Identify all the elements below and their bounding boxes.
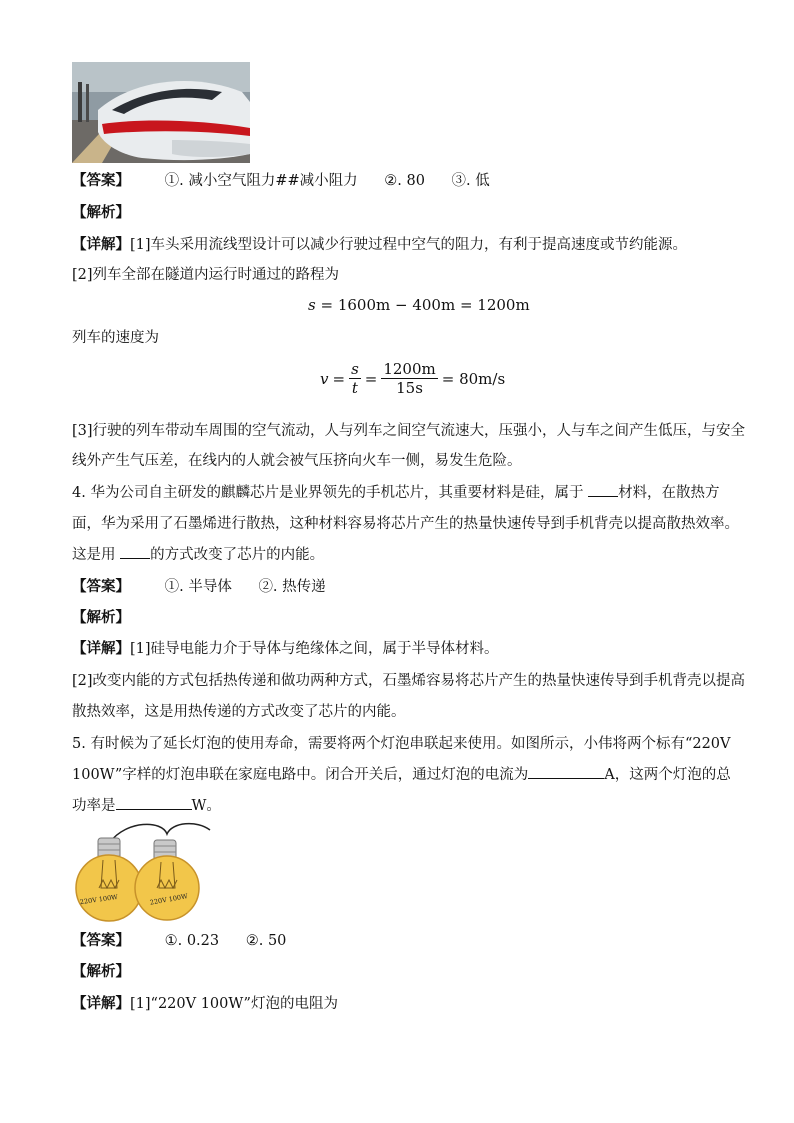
q5-stem-line3 bbox=[72, 795, 722, 817]
q5-text: 100W”字样的灯泡串联在家庭电路中。闭合开关后，通过灯泡的电流为 bbox=[72, 767, 529, 783]
answer-option-1: ①. 0.23 bbox=[164, 933, 220, 949]
q3-detail-3-line1: [3]行驶的列车带动车周围的空气流动，人与列车之间空气流速大，压强小，人与车之间产生低压，与安全 bbox=[72, 423, 746, 439]
frac2-numerator: 1200m bbox=[383, 360, 436, 378]
bulb-left bbox=[76, 838, 142, 921]
q5-text: 功率是 bbox=[72, 798, 116, 814]
eq-v: v bbox=[320, 369, 329, 388]
q4-stem-line2: 面，华为采用了石墨烯进行散热，这种材料容易将芯片产生的热量快速传导到手机背壳以提高散热效率。 bbox=[72, 516, 739, 532]
q4-answer-row bbox=[72, 576, 722, 598]
detail-tag: 【详解】 bbox=[72, 995, 130, 1012]
frac1-denominator: t bbox=[351, 379, 358, 397]
q3-answer-row bbox=[72, 170, 722, 192]
q4-detail-1 bbox=[72, 638, 722, 660]
answer-option-2: ②. 80 bbox=[384, 173, 425, 189]
q4-blank-1 bbox=[588, 482, 618, 497]
answer-option-2: ②. 50 bbox=[245, 933, 287, 949]
q5-text: W。 bbox=[191, 798, 221, 814]
q5-detail-1 bbox=[72, 993, 722, 1015]
eq-result: = 80m/s bbox=[441, 369, 506, 388]
q4-detail-2-line1: [2]改变内能的方式包括热传递和做功两种方式，石墨烯容易将芯片产生的热量快速传导到手机背壳以提高 bbox=[72, 673, 746, 689]
answer-option-1: ①. 半导体 bbox=[164, 579, 232, 595]
detail-text: [1]车头采用流线型设计可以减少行驶过程中空气的阻力，有利于提高速度或节约能源。 bbox=[130, 237, 688, 253]
fraction-values bbox=[381, 360, 437, 397]
equation-speed bbox=[320, 360, 505, 397]
train-photo bbox=[72, 62, 250, 163]
answer-tag: 【答案】 bbox=[72, 578, 130, 595]
answer-option-1: ①. 减小空气阻力##减小阻力 bbox=[164, 173, 358, 189]
q4-text: 材料，在散热方 bbox=[618, 485, 720, 501]
analysis-tag: 【解析】 bbox=[72, 963, 130, 980]
answer-tag: 【答案】 bbox=[72, 172, 130, 189]
detail-tag: 【详解】 bbox=[72, 236, 130, 253]
eq-equals-b: = bbox=[364, 369, 378, 388]
bulbs-illustration bbox=[72, 822, 212, 922]
fraction-s-over-t bbox=[349, 360, 361, 397]
q4-stem-line1 bbox=[72, 482, 722, 504]
eq-rhs: = 1600m − 400m = 1200m bbox=[320, 296, 530, 314]
q5-blank-2 bbox=[116, 795, 192, 810]
frac1-numerator: s bbox=[351, 360, 359, 378]
q5-stem-line1: 5. 有时候为了延长灯泡的使用寿命，需要将两个灯泡串联起来使用。如图所示，小伟将两个标有“220V bbox=[72, 736, 731, 752]
q3-detail-3-line2: 线外产生气压差，在线内的人就会被气压挤向火车一侧，易发生危险。 bbox=[72, 453, 522, 469]
detail-tag: 【详解】 bbox=[72, 640, 130, 657]
q3-detail-1 bbox=[72, 234, 722, 256]
eq-equals-a: = bbox=[332, 369, 346, 388]
answer-tag: 【答案】 bbox=[72, 932, 130, 949]
answer-option-3: ③. 低 bbox=[451, 173, 490, 189]
analysis-tag: 【解析】 bbox=[72, 609, 130, 626]
frac2-denominator: 15s bbox=[396, 379, 423, 397]
bulb-left-label: 220V 100W bbox=[79, 892, 119, 907]
q5-stem-line2 bbox=[72, 764, 731, 786]
q4-text: 的方式改变了芯片的内能。 bbox=[150, 547, 325, 563]
speed-intro: 列车的速度为 bbox=[72, 330, 159, 346]
q3-detail-2: [2]列车全部在隧道内运行时通过的路程为 bbox=[72, 267, 340, 283]
q5-text: A，这两个灯泡的总 bbox=[604, 767, 731, 783]
q4-text: 4. 华为公司自主研发的麒麟芯片是业界领先的手机芯片，其重要材料是硅，属于 bbox=[72, 485, 584, 501]
detail-text: [1]硅导电能力介于导体与绝缘体之间，属于半导体材料。 bbox=[130, 641, 499, 657]
bulb-right bbox=[135, 840, 199, 920]
analysis-tag: 【解析】 bbox=[72, 204, 130, 221]
q4-blank-2 bbox=[120, 544, 150, 559]
q5-answer-row bbox=[72, 930, 722, 952]
q4-stem-line3 bbox=[72, 544, 722, 566]
bulb-right-label: 220V 100W bbox=[149, 892, 189, 907]
equation-distance bbox=[308, 296, 530, 314]
eq-lhs: s bbox=[308, 296, 316, 314]
detail-text: [1]“220V 100W”灯泡的电阻为 bbox=[130, 996, 338, 1012]
q5-blank-1 bbox=[528, 764, 604, 779]
q4-detail-2-line2: 散热效率，这是用热传递的方式改变了芯片的内能。 bbox=[72, 704, 406, 720]
answer-option-2: ②. 热传递 bbox=[258, 579, 326, 595]
q4-text: 这是用 bbox=[72, 547, 116, 563]
